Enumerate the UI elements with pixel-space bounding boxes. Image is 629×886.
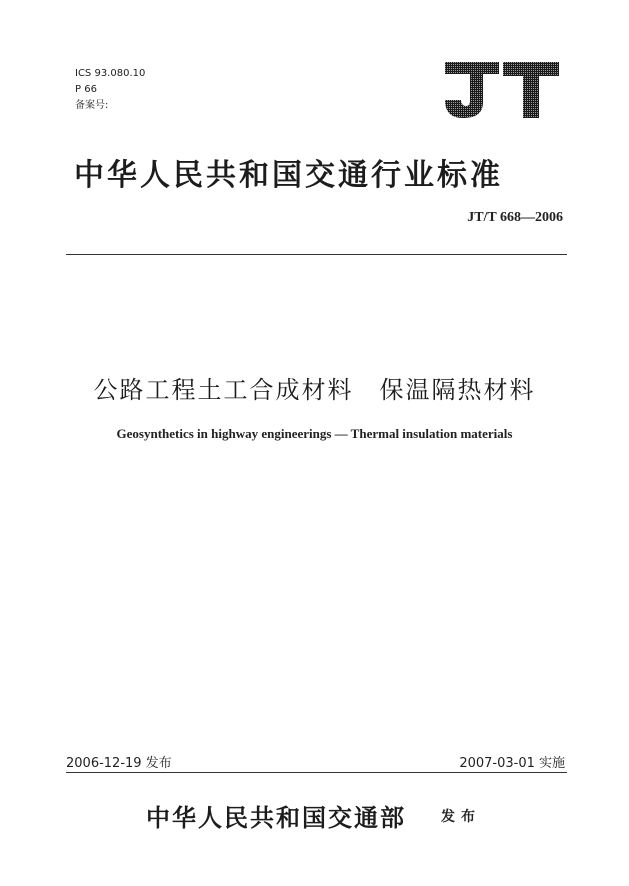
standard-organization: 中华人民共和国交通行业标准 xyxy=(74,158,503,193)
ics-code: ICS 93.080.10 xyxy=(75,68,146,79)
class-code: P 66 xyxy=(75,84,97,95)
publish-label: 发布 xyxy=(441,809,481,825)
publisher-name: 中华人民共和国交通部 xyxy=(146,803,406,832)
issue-date: 2006-12-19 发布 xyxy=(66,756,172,771)
jt-logo xyxy=(443,60,561,120)
standard-code: JT/T 668—2006 xyxy=(467,210,563,225)
top-divider xyxy=(66,254,567,255)
bottom-divider xyxy=(66,772,567,773)
title-english: Geosynthetics in highway engineerings — Thermal insulation materials xyxy=(116,426,513,441)
record-number: 备案号: xyxy=(75,100,109,111)
classification-block xyxy=(75,66,145,114)
title-chinese: 公路工程土工合成材料 保温隔热材料 xyxy=(93,376,536,404)
effective-date: 2007-03-01 实施 xyxy=(459,756,565,771)
